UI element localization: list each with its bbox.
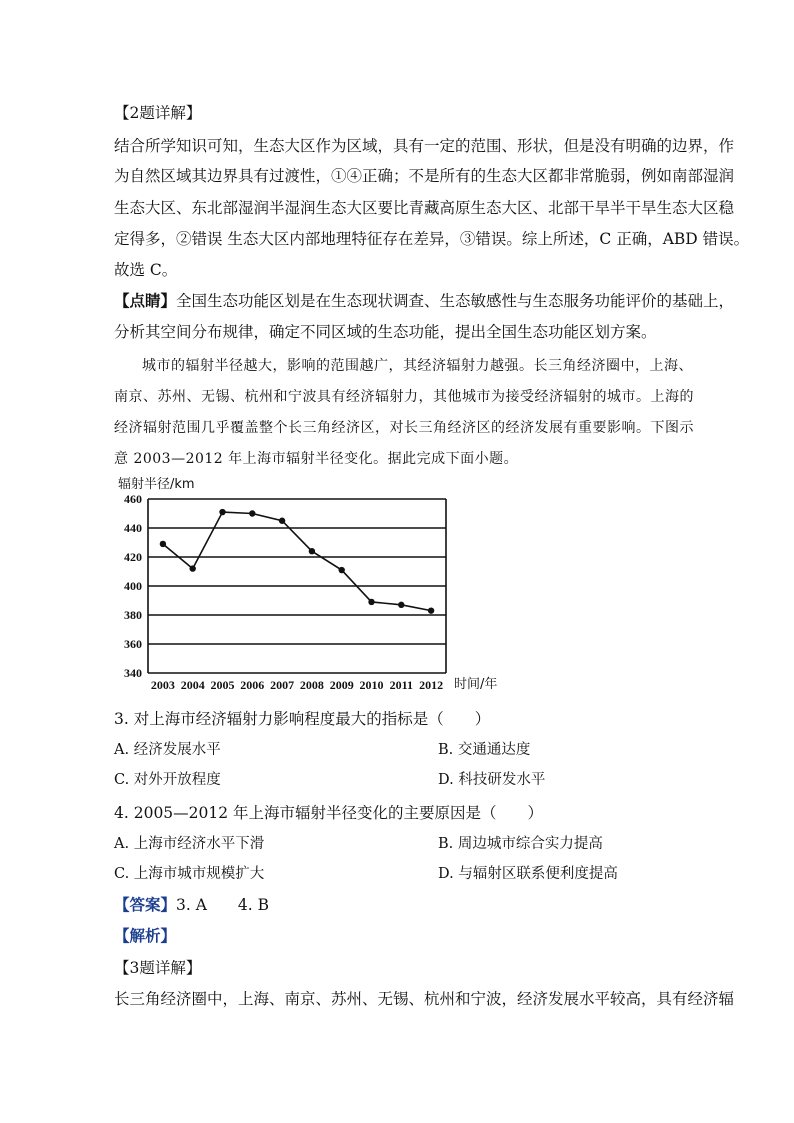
passage-line: 南京、苏州、无锡、杭州和宁波具有经济辐射力，其他城市为接受经济辐射的城市。上海的 <box>114 389 694 405</box>
dianjing-line: 分析其空间分布规律，确定不同区域的生态功能，提出全国生态功能区划方案。 <box>114 323 657 341</box>
analysis-label: 【解析】 <box>114 926 177 945</box>
data-point <box>249 510 255 516</box>
question-3-option-a: A. 经济发展水平 <box>114 742 221 758</box>
question-4-option-c: C. 上海市城市规模扩大 <box>114 866 265 882</box>
data-point <box>279 518 285 524</box>
x-tick-label: 2004 <box>180 678 205 692</box>
data-point <box>368 599 374 605</box>
passage-line: 经济辐射范围几乎覆盖整个长三角经济区，对长三角经济区的经济发展有重要影响。下图示 <box>114 420 694 436</box>
data-point <box>398 602 404 608</box>
x-tick-label: 2010 <box>359 678 384 692</box>
section2-heading: 【2题详解】 <box>114 104 202 122</box>
x-tick-label: 2012 <box>419 678 444 692</box>
section2-paragraph-line: 为自然区域其边界具有过渡性，①④正确；不是所有的生态大区都非常脆弱，例如南部湿润 <box>114 167 735 185</box>
x-axis-label: 时间/年 <box>454 677 498 692</box>
series-line <box>163 512 431 611</box>
question-3-stem: 3. 对上海市经济辐射力影响程度最大的指标是（ ） <box>114 710 491 728</box>
section2-paragraph-line: 生态大区、东北部湿润半湿润生态大区要比青藏高原生态大区、北部干旱半干旱生态大区稳 <box>114 199 735 217</box>
y-tick-label: 400 <box>124 579 142 593</box>
question-3-option-c: C. 对外开放程度 <box>114 772 221 788</box>
question-4-option-d: D. 与辐射区联系便利度提高 <box>438 866 618 882</box>
y-tick-label: 460 <box>124 492 142 506</box>
x-tick-label: 2005 <box>210 678 235 692</box>
radiation-radius-chart <box>110 474 530 696</box>
data-point <box>219 509 225 515</box>
data-point <box>309 548 315 554</box>
x-tick-label: 2008 <box>299 678 324 692</box>
data-point <box>428 607 434 613</box>
answer-label: 【答案】 <box>114 895 177 914</box>
data-point <box>339 567 345 573</box>
dianjing-label: 【点睛】 <box>114 291 177 310</box>
answer-text: 3. A 4. B <box>176 896 270 914</box>
section2-paragraph-line: 定得多，②错误 生态大区内部地理特征存在差异，③错误。综上所述，C 正确，ABD 错误。 <box>114 230 750 248</box>
dianjing-text: 全国生态功能区划是在生态现状调查、生态敏感性与生态服务功能评价的基础上， <box>176 292 735 310</box>
question-4-option-b: B. 周边城市综合实力提高 <box>438 836 603 852</box>
question-3-option-d: D. 科技研发水平 <box>438 772 546 788</box>
x-tick-label: 2011 <box>389 678 413 692</box>
x-tick-label: 2006 <box>240 678 265 692</box>
x-tick-label: 2009 <box>329 678 354 692</box>
y-tick-label: 420 <box>124 550 142 564</box>
passage-line: 意 2003—2012 年上海市辐射半径变化。据此完成下面小题。 <box>114 451 519 467</box>
question-3-option-b: B. 交通通达度 <box>438 742 531 758</box>
y-tick-label: 340 <box>124 666 142 680</box>
y-tick-label: 380 <box>124 608 142 622</box>
section3-paragraph-line: 长三角经济圈中，上海、南京、苏州、无锡、杭州和宁波，经济发展水平较高，具有经济辐 <box>114 990 735 1008</box>
section3-heading: 【3题详解】 <box>114 959 202 977</box>
section2-paragraph-line: 故选 C。 <box>114 261 178 279</box>
y-tick-label: 360 <box>124 637 142 651</box>
y-tick-label: 440 <box>124 521 142 535</box>
section2-paragraph-line: 结合所学知识可知，生态大区作为区域，具有一定的范围、形状，但是没有明确的边界，作 <box>114 137 735 155</box>
passage-line: 城市的辐射半径越大，影响的范围越广，其经济辐射力越强。长三角经济圈中，上海、 <box>142 358 693 374</box>
dianjing-line <box>114 291 734 311</box>
data-point <box>190 565 196 571</box>
x-tick-label: 2007 <box>270 678 295 692</box>
x-tick-label: 2003 <box>150 678 175 692</box>
question-4-stem: 4. 2005—2012 年上海市辐射半径变化的主要原因是（ ） <box>114 804 544 822</box>
data-point <box>160 541 166 547</box>
answer-line <box>114 895 269 915</box>
question-4-option-a: A. 上海市经济水平下滑 <box>114 836 265 852</box>
y-axis-label: 辐射半径/km <box>118 477 195 492</box>
